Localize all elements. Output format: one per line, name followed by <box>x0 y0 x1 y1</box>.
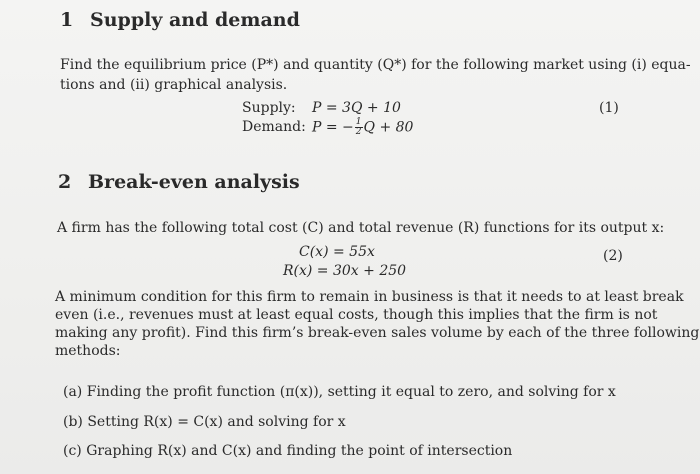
paragraph-line-3: making any profit). Find this firm’s break-even sales volume by each of the three following <box>55 325 700 341</box>
list-item-a <box>63 384 616 400</box>
demand-fraction <box>355 118 363 137</box>
list-item-text: Setting R(x) = C(x) and solving for x <box>87 414 346 430</box>
demand-equation-prefix: P = − <box>312 119 354 136</box>
equation-number-2: (2) <box>603 248 623 264</box>
paragraph-line-4: methods: <box>55 343 121 359</box>
list-item-label: (a) <box>63 384 83 400</box>
section-1-title: Supply and demand <box>90 9 300 31</box>
list-item-b <box>63 414 346 430</box>
list-item-label: (b) <box>63 414 83 430</box>
paragraph-line-2: even (i.e., revenues must at least equal costs, though this implies that the firm is not <box>55 307 658 323</box>
demand-equation-suffix: Q + 80 <box>363 119 414 136</box>
supply-label: Supply: <box>242 100 296 116</box>
section-1-intro-line-2: tions and (ii) graphical analysis. <box>60 77 288 93</box>
paragraph-line-1: A minimum condition for this firm to remain in business is that it needs to at least break <box>55 289 684 305</box>
list-item-text: Finding the profit function (π(x)), setting it equal to zero, and solving for x <box>86 384 616 400</box>
equation-number-1: (1) <box>599 100 619 116</box>
demand-equation <box>312 118 413 137</box>
list-item-c <box>63 443 512 459</box>
revenue-equation: R(x) = 30x + 250 <box>283 263 407 279</box>
section-2-intro: A firm has the following total cost (C) and total revenue (R) functions for its output x: <box>57 220 665 236</box>
list-item-label: (c) <box>63 443 82 459</box>
section-2-title: Break-even analysis <box>88 171 300 193</box>
demand-label: Demand: <box>242 119 306 135</box>
list-item-text: Graphing R(x) and C(x) and finding the point of intersection <box>86 443 513 459</box>
section-1-intro-line-1: Find the equilibrium price (P*) and quantity (Q*) for the following market using (i) equa- <box>60 57 691 73</box>
demand-fraction-denominator: 2 <box>355 127 362 137</box>
section-2-number: 2 <box>58 171 72 193</box>
cost-equation: C(x) = 55x <box>299 244 375 260</box>
demand-fraction-numerator: 1 <box>355 117 362 127</box>
section-1-number: 1 <box>60 9 74 31</box>
supply-equation: P = 3Q + 10 <box>312 100 401 116</box>
